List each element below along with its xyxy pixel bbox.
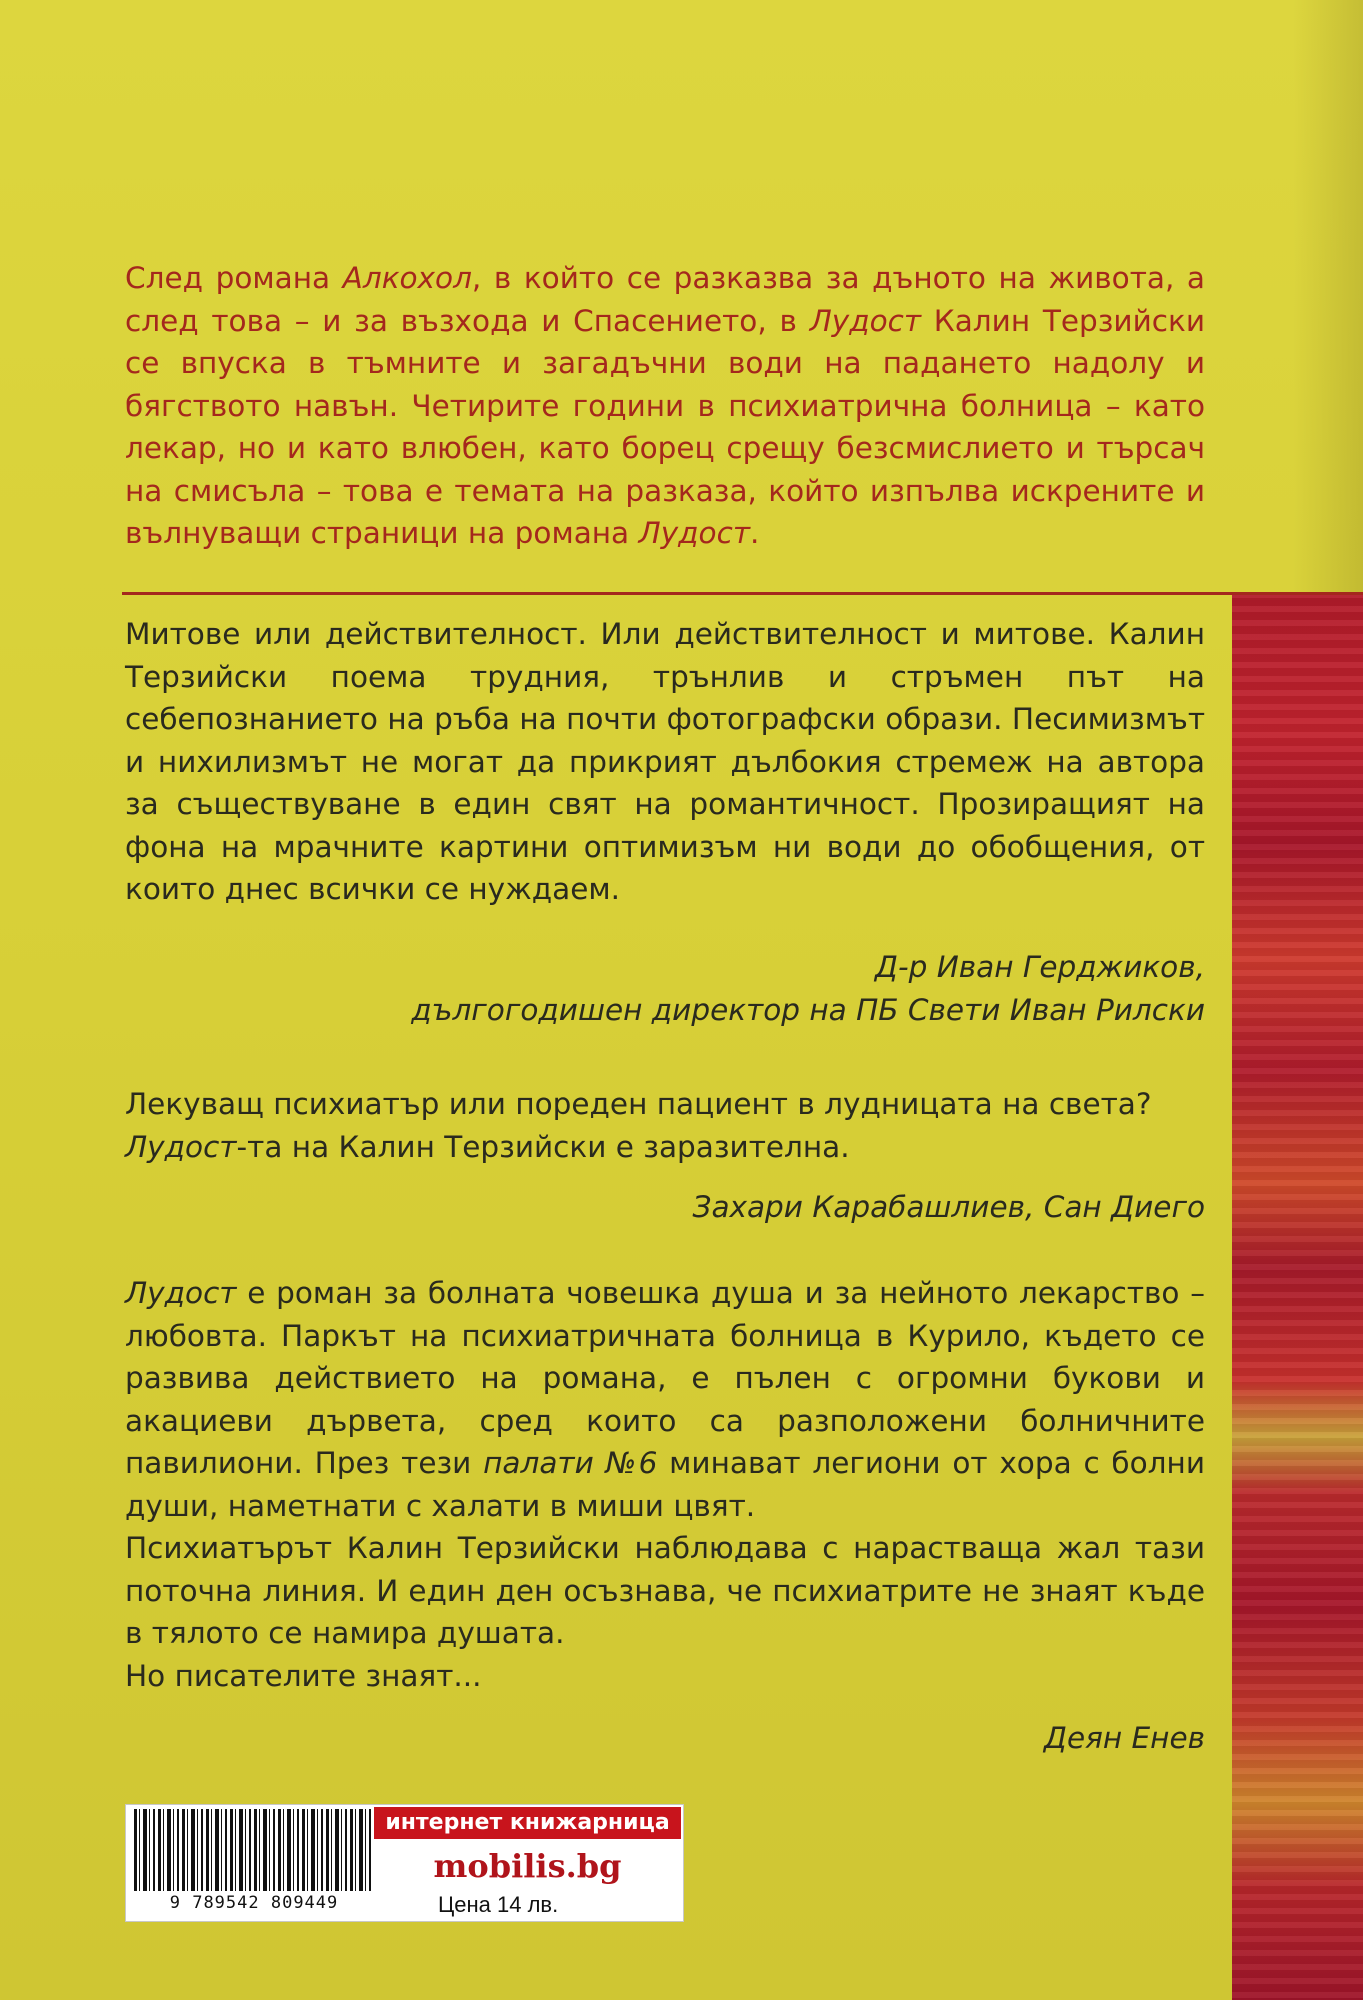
review-3-text-1: е роман за болната човешка душа и за нейното лекарство – любовта. Паркът на психиатричната болница в Курило, където се развива действието на романа, е пълен с огромни букови и акациеви дървета, сред които са разположени болничните павилиони. През тези (125, 1276, 1205, 1480)
decorative-red-stripe (1232, 592, 1363, 2000)
barcode-icon (134, 1809, 374, 1891)
section-divider (122, 592, 1363, 595)
review-1-author: Д-р Иван Герджиков, (874, 950, 1205, 984)
review-2-author: Захари Карабашлиев, Сан Диего (692, 1190, 1205, 1224)
title-ludost: Лудост (125, 1129, 237, 1164)
title-ludost: Лудост (638, 516, 751, 550)
price-label: Цена 14 лв. (378, 1891, 678, 1918)
title-alkohol: Алкохол (342, 261, 472, 295)
review-3-author: Деян Енев (1043, 1721, 1205, 1755)
review-2-line-1: Лекуващ психиатър или пореден пациент в лудницата на света? (125, 1087, 1152, 1121)
review-1-text: Митове или действителност. Или действителност и митове. Калин Терзийски поема трудния, трънлив и стръмен път на себепознанието на ръба на почти фотографски образи. Песимизмът и нихилизмът не могат да прикрият дълбокия стремеж на автора за съществуване в един свят на романтичност. Прозиращият на фона на мрачните картини оптимизъм ни води до обобщения, от които днес всички се нуждаем. (125, 617, 1205, 906)
intro-text-2: , в който се разказва за дъното на живота, а след това – и за възхода и Спасението, в (125, 261, 1205, 338)
intro-text-4: . (750, 516, 760, 550)
review-3-para-3: Но писателите знаят... (125, 1658, 482, 1693)
review-3-para-1 (125, 1272, 1205, 1527)
review-3-para-2: Психиатърът Калин Терзийски наблюдава с нарастваща жал тази поточна линия. И един ден осъзнава, че психиатрите не знаят къде в тялото се намира душата. (125, 1531, 1205, 1650)
intro-text-3: Калин Терзийски се впуска в тъмните и загадъчни води на падането надолу и бягството навън. Четирите години в психиатрична болница – като лекар, но и като влюбен, като борец срещу безсмислието и търсач на смисъла – това е темата на разказа, който изпълва искрените и вълнуващи страници на романа (125, 303, 1205, 550)
review-1-signature (411, 946, 1205, 1031)
store-label: интернет книжарница (374, 1807, 681, 1839)
review-3-text (125, 1272, 1205, 1697)
intro-paragraph (125, 257, 1205, 555)
review-2-line-2-rest: -та на Калин Терзийски е заразителна. (236, 1129, 850, 1164)
palati-phrase: палати №6 (483, 1446, 658, 1480)
review-3-text-2: минават легиони от хора с болни души, наметнати с халати в миши цвят. (125, 1446, 1205, 1523)
title-ludost: Лудост (125, 1276, 237, 1310)
store-logo: mobilis.bg (433, 1847, 622, 1885)
price-sticker (125, 1804, 684, 1922)
review-2-text (125, 1083, 1205, 1168)
review-1-role: дългогодишен директор на ПБ Свети Иван Рилски (411, 992, 1205, 1027)
intro-text-1: След романа (125, 261, 343, 295)
review-2-line-2 (125, 1126, 1205, 1169)
isbn-number: 9 789542 809449 (169, 1893, 339, 1913)
title-ludost: Лудост (809, 303, 922, 338)
